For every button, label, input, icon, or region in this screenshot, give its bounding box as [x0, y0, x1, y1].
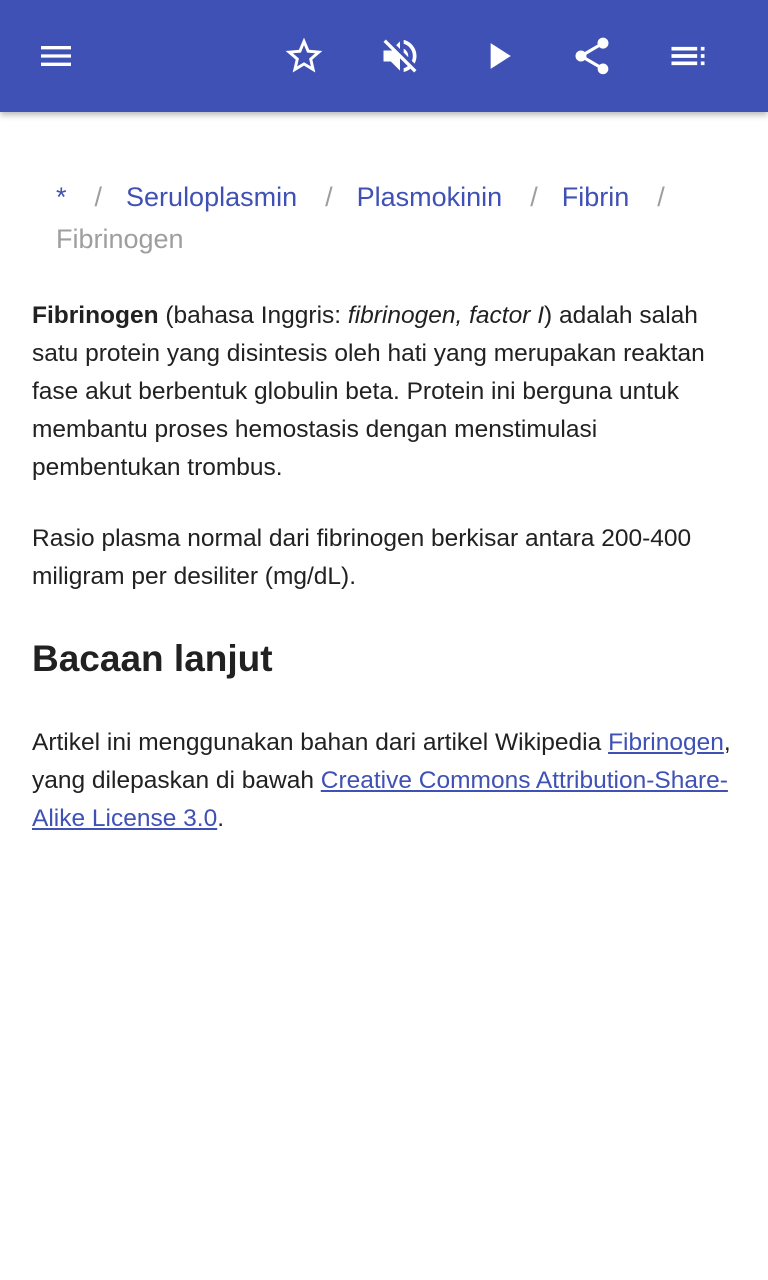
section-heading: Bacaan lanjut: [32, 638, 273, 679]
paragraph-text: .: [217, 805, 225, 832]
play-icon: [476, 34, 520, 78]
paragraph-text: , yang dilepaskan di bawah: [32, 729, 731, 794]
wikipedia-article-link[interactable]: Fibrinogen: [608, 729, 724, 756]
plasma-ratio-paragraph: Rasio plasma normal dari fibrinogen berkisar antara 200-400 miligram per desiliter (mg/dL).: [32, 525, 692, 590]
article-content: [0, 112, 768, 1280]
intro-paragraph: [32, 297, 736, 487]
menu-icon: [36, 36, 76, 76]
attribution-paragraph: [32, 724, 736, 838]
term-italic: fibrinogen, factor I: [347, 302, 544, 329]
toc-icon: [666, 34, 710, 78]
breadcrumb-separator: /: [94, 182, 103, 212]
breadcrumb-separator: /: [530, 182, 538, 212]
star-outline-icon: [282, 34, 326, 78]
play-button[interactable]: [458, 16, 538, 96]
mute-button[interactable]: [360, 16, 440, 96]
share-icon: [570, 34, 614, 78]
paragraph-text: (bahasa Inggris:: [158, 302, 348, 329]
breadcrumb-item-fibrin[interactable]: Fibrin: [561, 182, 630, 212]
paragraph-text: ) adalah salah satu protein yang disintesis oleh hati yang merupakan reaktan fase akut berbentuk globulin beta. Protein ini berguna untuk membantu proses hemostasis dengan menstimulasi pembentukan trombus.: [32, 302, 705, 481]
breadcrumb-item-home[interactable]: *: [56, 182, 67, 212]
license-link[interactable]: Creative Commons Attribution-Share-Alike License 3.0: [32, 767, 728, 832]
favorite-button[interactable]: [264, 16, 344, 96]
term-bold: Fibrinogen: [32, 302, 159, 329]
breadcrumb-item-plasmokinin[interactable]: Plasmokinin: [356, 182, 503, 212]
volume-off-icon: [378, 34, 422, 78]
breadcrumb-separator: /: [325, 182, 333, 212]
paragraph-text: Artikel ini menggunakan bahan dari artikel Wikipedia: [32, 729, 609, 756]
share-button[interactable]: [552, 16, 632, 96]
breadcrumb-current: Fibrinogen: [56, 224, 184, 254]
breadcrumb-item-seruloplasmin[interactable]: Seruloplasmin: [126, 182, 298, 212]
breadcrumb: [56, 176, 736, 260]
app-bar: [0, 0, 768, 112]
breadcrumb-separator: /: [657, 182, 665, 212]
table-of-contents-button[interactable]: [648, 16, 728, 96]
menu-button[interactable]: [16, 16, 96, 96]
